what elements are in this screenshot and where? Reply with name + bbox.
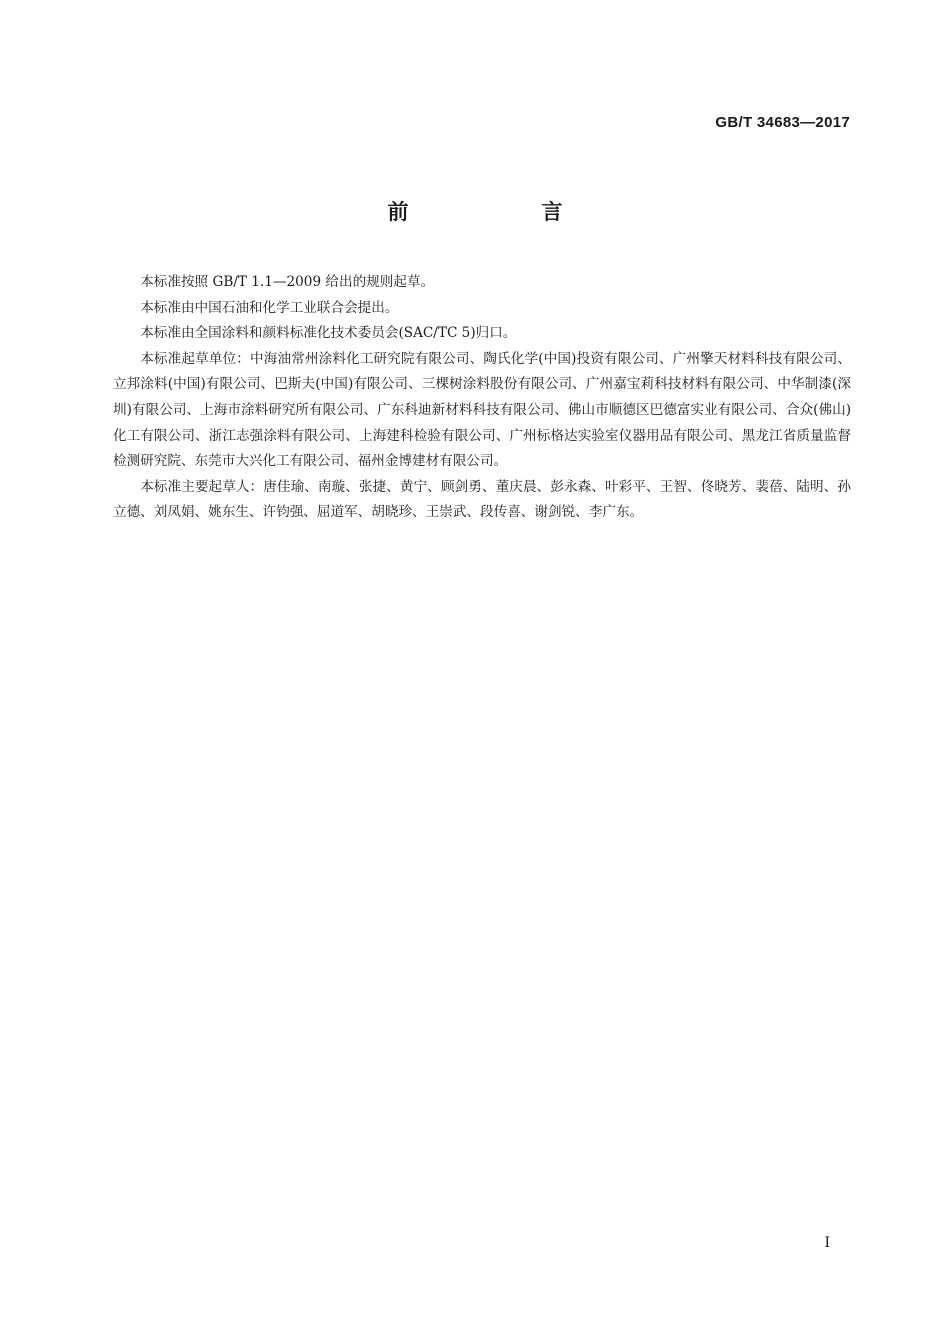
paragraph-main-drafters: 本标准主要起草人：唐佳瑜、南璇、张捷、黄宁、顾剑勇、董庆晨、彭永森、叶彩平、王智、佟晓芳、裴蓓、陆明、孙立德、刘凤娟、姚东生、许钧强、屈道军、胡晓珍、王崇武、段传喜、谢剑锐、李广东。 <box>113 478 851 521</box>
standard-code: GB/T 34683—2017 <box>715 114 850 131</box>
paragraph-drafting-units: 本标准起草单位：中海油常州涂料化工研究院有限公司、陶氏化学(中国)投资有限公司、广州擎天材料科技有限公司、立邦涂料(中国)有限公司、巴斯夫(中国)有限公司、三棵树涂料股份有限公司、广州嘉宝莉科技材料有限公司、中华制漆(深圳)有限公司、上海市涂料研究所有限公司、广东科迪新材料科技有限公司、佛山市顺德区巴德富实业有限公司、合众(佛山)化工有限公司、浙江志强涂料有限公司、上海建科检验有限公司、广州标格达实验室仪器用品有限公司、黑龙江省质量监督检测研究院、东莞市大兴化工有限公司、福州金博建材有限公司。 <box>113 350 851 470</box>
paragraph-proposer: 本标准由中国石油和化学工业联合会提出。 <box>140 299 399 316</box>
page-title: 前 言 <box>387 200 619 224</box>
page-number: I <box>824 1235 830 1251</box>
foreword-body <box>113 270 851 526</box>
paragraph-committee: 本标准由全国涂料和颜料标准化技术委员会(SAC/TC 5)归口。 <box>140 325 517 342</box>
paragraph-drafting-rules: 本标准按照 GB/T 1.1—2009 给出的规则起草。 <box>140 274 435 290</box>
